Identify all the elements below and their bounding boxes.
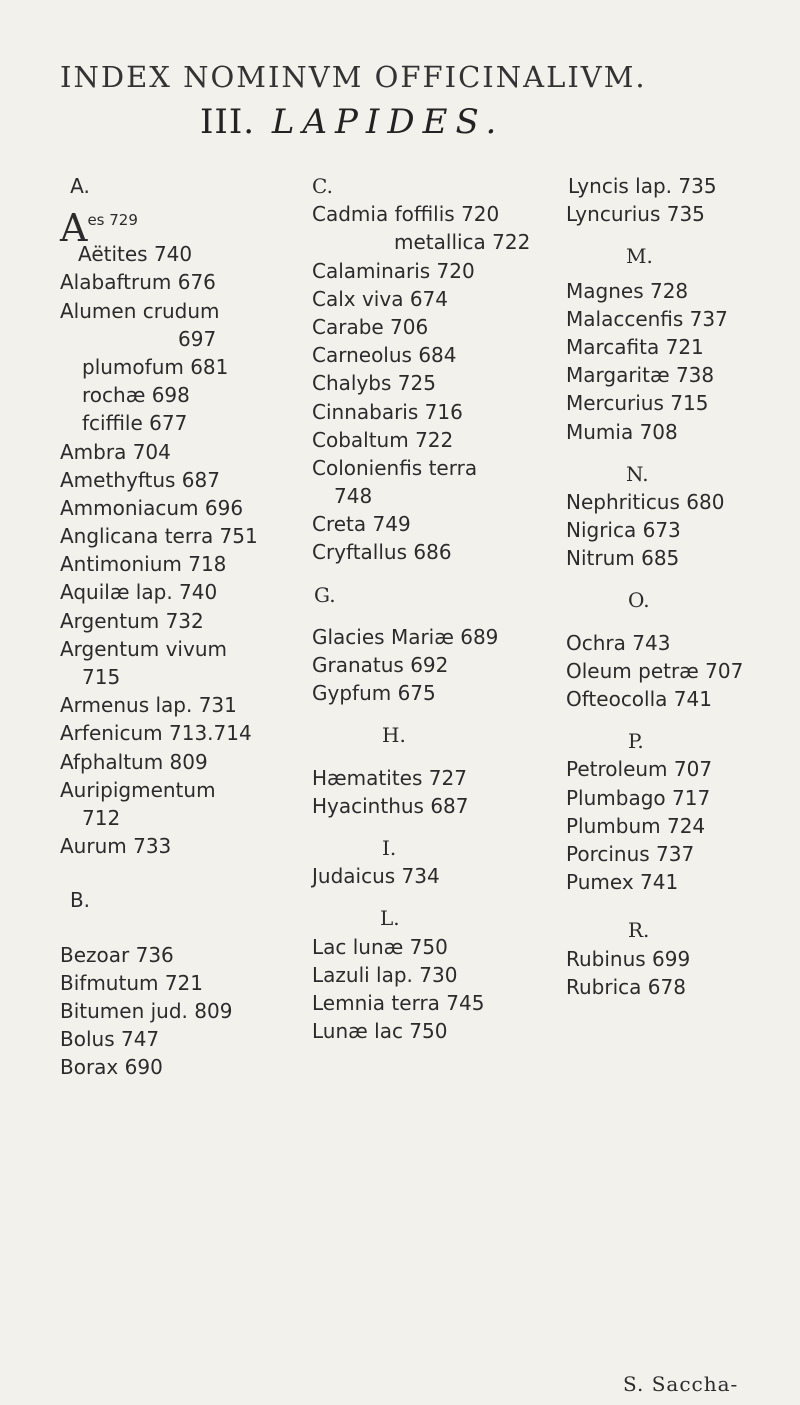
index-entry: Pumex 741 (566, 870, 679, 895)
index-entry: Ofteocolla 741 (566, 687, 712, 711)
catchword: S. Saccha- (623, 1372, 739, 1396)
letter-heading-n: N. (626, 461, 649, 486)
index-entry: Chalybs 725 (312, 371, 436, 396)
index-entry: Granatus 692 (312, 653, 449, 677)
column-2 (312, 172, 552, 1045)
index-entry: Cinnabaris 716 (312, 399, 463, 424)
letter-heading-g: G. (314, 582, 336, 607)
index-entry: Lunæ lac 750 (312, 1019, 448, 1044)
index-entry: Rubrica 678 (566, 974, 686, 999)
letter-heading-l: L. (380, 906, 400, 931)
column-3 (566, 172, 796, 1001)
index-entry: metallica 722 (394, 230, 531, 255)
index-entry: Amethyftus 687 (60, 467, 220, 492)
index-entry: Aurum 733 (60, 834, 172, 859)
index-entry: 715 (82, 665, 121, 689)
index-entry: Anglicana terra 751 (60, 524, 258, 549)
index-entry: Aquilæ lap. 740 (60, 580, 218, 605)
letter-heading-r: R. (628, 918, 650, 943)
index-entry: Borax 690 (60, 1055, 163, 1080)
index-entry: Cryftallus 686 (312, 540, 452, 565)
index-entry: Cobaltum 722 (312, 427, 454, 452)
column-1 (60, 172, 290, 1081)
index-entry: Calaminaris 720 (312, 258, 475, 283)
index-entry: Lyncis lap. 735 (568, 174, 717, 198)
initial-capital: A (60, 206, 88, 251)
index-entry: Oleum petræ 707 (566, 658, 744, 683)
index-entry: Argentum vivum (60, 636, 227, 661)
index-entry: Lazuli lap. 730 (312, 962, 458, 987)
index-entry: Hæmatites 727 (312, 765, 467, 790)
index-entry: Calx viva 674 (312, 286, 448, 311)
index-entry: 697 (178, 326, 217, 351)
index-entry: Lyncurius 735 (566, 202, 705, 227)
index-entry: Petroleum 707 (566, 757, 713, 782)
index-entry: Glacies Mariæ 689 (312, 624, 499, 649)
running-title: INDEX NOMINVM OFFICINALIVM. (60, 60, 647, 94)
index-entry: Magnes 728 (566, 278, 689, 303)
index-entry: Hyacinthus 687 (312, 793, 469, 818)
letter-heading-b: B. (69, 888, 91, 913)
index-entry: rochæ 698 (82, 383, 190, 408)
index-entry: Cadmia foffilis 720 (312, 202, 500, 227)
index-entry: fciffile 677 (82, 411, 188, 436)
index-entry: plumofum 681 (82, 354, 229, 379)
index-entry: Lemnia terra 745 (312, 990, 485, 1015)
index-entry: Bolus 747 (60, 1027, 160, 1052)
index-entry: Creta 749 (312, 512, 411, 537)
entry-first-a-rest: es 729 (87, 211, 138, 230)
index-entry: Ambra 704 (60, 439, 171, 464)
index-entry: Ammoniacum 696 (60, 495, 244, 520)
section-word: LAPIDES. (271, 102, 505, 142)
index-entry: Aëtites 740 (78, 242, 193, 267)
index-entry: Argentum 732 (60, 608, 204, 633)
index-entry: Afphaltum 809 (60, 749, 208, 774)
index-entry: Rubinus 699 (566, 946, 691, 971)
index-entry: Colonienfis terra (312, 455, 478, 480)
index-entry: 748 (334, 484, 373, 509)
entry-first-a (60, 200, 290, 251)
index-entry: Bifmutum 721 (60, 970, 204, 995)
index-entry: Nigrica 673 (566, 518, 681, 543)
index-entry: Ochra 743 (566, 630, 671, 655)
index-entry: Plumbago 717 (566, 785, 711, 810)
letter-heading-m: M. (626, 244, 653, 269)
index-entry: Margaritæ 738 (566, 363, 715, 388)
index-entry: Porcinus 737 (566, 841, 695, 866)
index-entry: Bitumen jud. 809 (60, 998, 233, 1023)
index-entry: Alumen crudum (60, 298, 220, 323)
index-entry: Marcafita 721 (566, 334, 704, 359)
index-entry: Plumbum 724 (566, 813, 706, 838)
index-entry: Malaccenfis 737 (566, 306, 728, 331)
index-entry: Bezoar 736 (60, 942, 174, 967)
index-entry: Nitrum 685 (566, 546, 680, 571)
index-entry: Arfenicum 713.714 (60, 721, 252, 746)
index-entry: Auripigmentum (60, 777, 216, 802)
index-entry: Gypfum 675 (312, 681, 436, 706)
index-entry: Nephriticus 680 (566, 489, 725, 514)
letter-heading-o: O. (628, 588, 650, 613)
letter-heading-h: H. (382, 723, 406, 748)
index-entry: Mumia 708 (566, 419, 678, 444)
index-entry: Antimonium 718 (60, 552, 227, 577)
section-number: III. (200, 102, 256, 142)
letter-heading-i: I. (382, 835, 397, 860)
index-entry: Carabe 706 (312, 314, 429, 339)
index-entry: Alabaftrum 676 (60, 270, 216, 295)
letter-heading-p: P. (628, 729, 644, 754)
index-entry: Armenus lap. 731 (60, 693, 237, 718)
index-entry: Lac lunæ 750 (312, 934, 448, 959)
letter-heading-a: A. (70, 174, 90, 198)
index-entry: 712 (82, 805, 121, 830)
letter-heading-c: C. (312, 174, 333, 198)
section-title (200, 102, 700, 142)
index-entry: Mercurius 715 (566, 391, 709, 416)
index-entry: Judaicus 734 (312, 864, 440, 889)
index-entry: Carneolus 684 (312, 343, 457, 368)
